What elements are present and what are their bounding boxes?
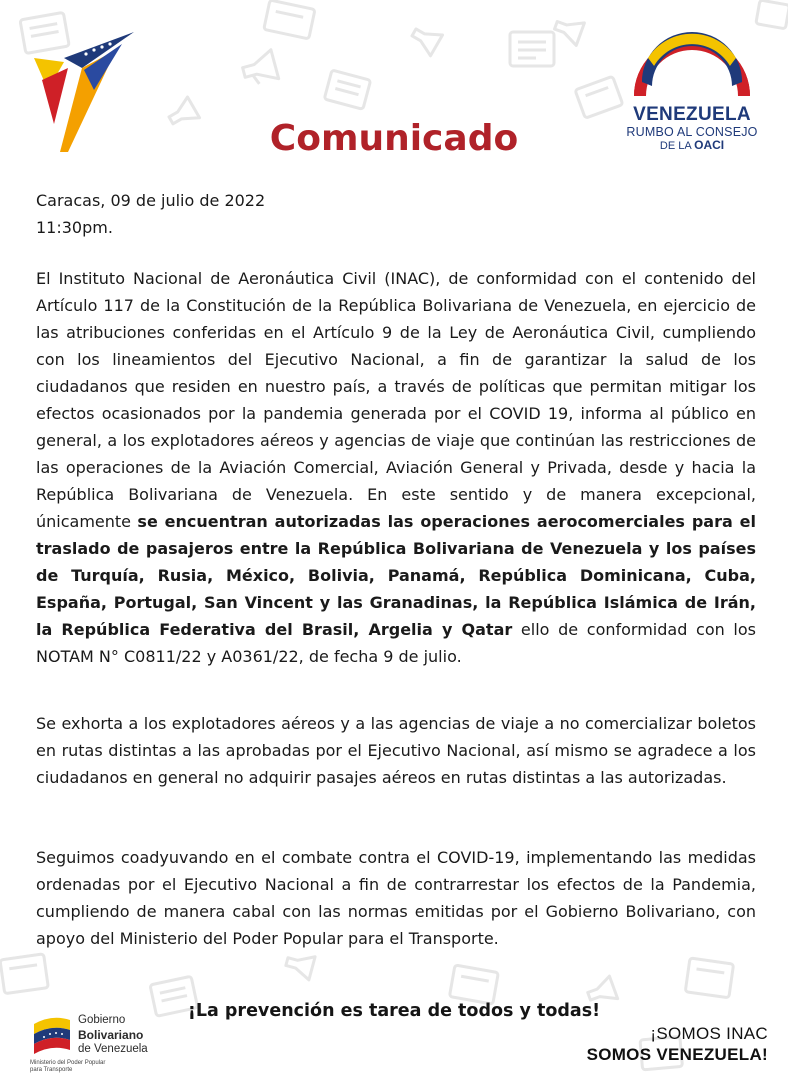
newspaper-icon <box>324 70 370 109</box>
oaci-logo-caption: DE LA OACI <box>659 138 725 152</box>
ministry-caption: Ministerio del Poder Popular para Transporte <box>30 1060 106 1073</box>
authorized-countries-text: se encuentran autorizadas las operaciones aerocomerciales para el traslado de pasajeros entre la República Bolivariana de Venezuela y los países de Turquía, Rusia, México, Bolivia, Panamá, República Dominicana, Cuba, España, Portugal, San Vincent y las Granadinas, la República Islámica de Irán, la República Federativa del Brasil, Argelia y Qatar <box>36 512 756 639</box>
time-line: 11:30pm. <box>36 218 113 237</box>
page-title: Comunicado <box>269 118 519 159</box>
paragraph-exhortation: Se exhorta a los explotadores aéreos y a las agencias de viaje a no comercializar boletos en rutas distintas a las aprobadas por el Ejecutivo Nacional, así mismo se agradece a los ciudadanos en general no adquirir pasajes aéreos en rutas distintas a las autorizadas. <box>36 714 756 787</box>
newspaper-icon <box>510 32 554 66</box>
gov-line-3: de Venezuela <box>78 1043 148 1055</box>
newspaper-icon <box>0 954 48 994</box>
somos-venezuela-line: SOMOS VENEZUELA! <box>586 1045 768 1064</box>
gov-line-2: Bolivariano <box>78 1028 144 1042</box>
flag-arc-icon <box>612 22 772 104</box>
prevention-slogan: ¡La prevención es tarea de todos y todas! <box>187 1001 601 1021</box>
paragraph-closing: Seguimos coadyuvando en el combate contra el COVID-19, implementando las medidas ordenadas por el Ejecutivo Nacional a fin de contrarrestar los efectos de la Pandemia, cumpliendo de manera cabal con las normas emitidas por el Gobierno Bolivariano, con apoyo del Ministerio del Poder Popular para el Transporte. <box>36 848 756 948</box>
paragraph-main-intro: El Instituto Nacional de Aeronáutica Civil (INAC), de conformidad con el contenido del Artículo 117 de la Constitución de la República Bolivariana de Venezuela, en ejercicio de las atribuciones conferidas en el Artículo 9 de la Ley de Aeronáutica Civil, cumpliendo con los lineamientos del Ejecutivo Nacional, a fin de garantizar la salud de los ciudadanos que residen en nuestro país, a través de políticas que permitan mitigar los efectos ocasionados por la pandemia generada por el COVID 19, informa al público en general, a los explotadores aéreos y agencias de viaje que continúan las restricciones de las operaciones de la Aviación Comercial, Aviación General y Privada, desde y hacia la República Bolivariana de Venezuela. En este sentido y de manera excepcional, únicamente <box>36 269 756 531</box>
gov-line-1: Gobierno <box>78 1014 126 1026</box>
somos-inac-tagline <box>540 1024 768 1066</box>
government-logo <box>30 1008 190 1074</box>
megaphone-icon <box>408 22 443 56</box>
oaci-logo-title: VENEZUELA <box>633 104 751 125</box>
paragraph-main <box>36 265 756 670</box>
paragraph-main-end: ello de conformidad con los NOTAM N° C0811/22 y A0361/22, de fecha 9 de julio. <box>36 620 756 666</box>
megaphone-icon <box>240 50 279 87</box>
megaphone-icon <box>284 950 315 980</box>
newspaper-icon <box>264 0 315 39</box>
date-block <box>36 187 756 241</box>
megaphone-icon <box>552 14 585 45</box>
somos-inac-line: ¡SOMOS INAC <box>650 1024 768 1043</box>
oaci-logo-subtitle: RUMBO AL CONSEJO <box>626 125 758 139</box>
date-line: Caracas, 09 de julio de 2022 <box>36 191 266 210</box>
newspaper-icon <box>449 965 498 1004</box>
newspaper-icon <box>685 958 733 998</box>
flag-logo-icon <box>30 1010 74 1056</box>
